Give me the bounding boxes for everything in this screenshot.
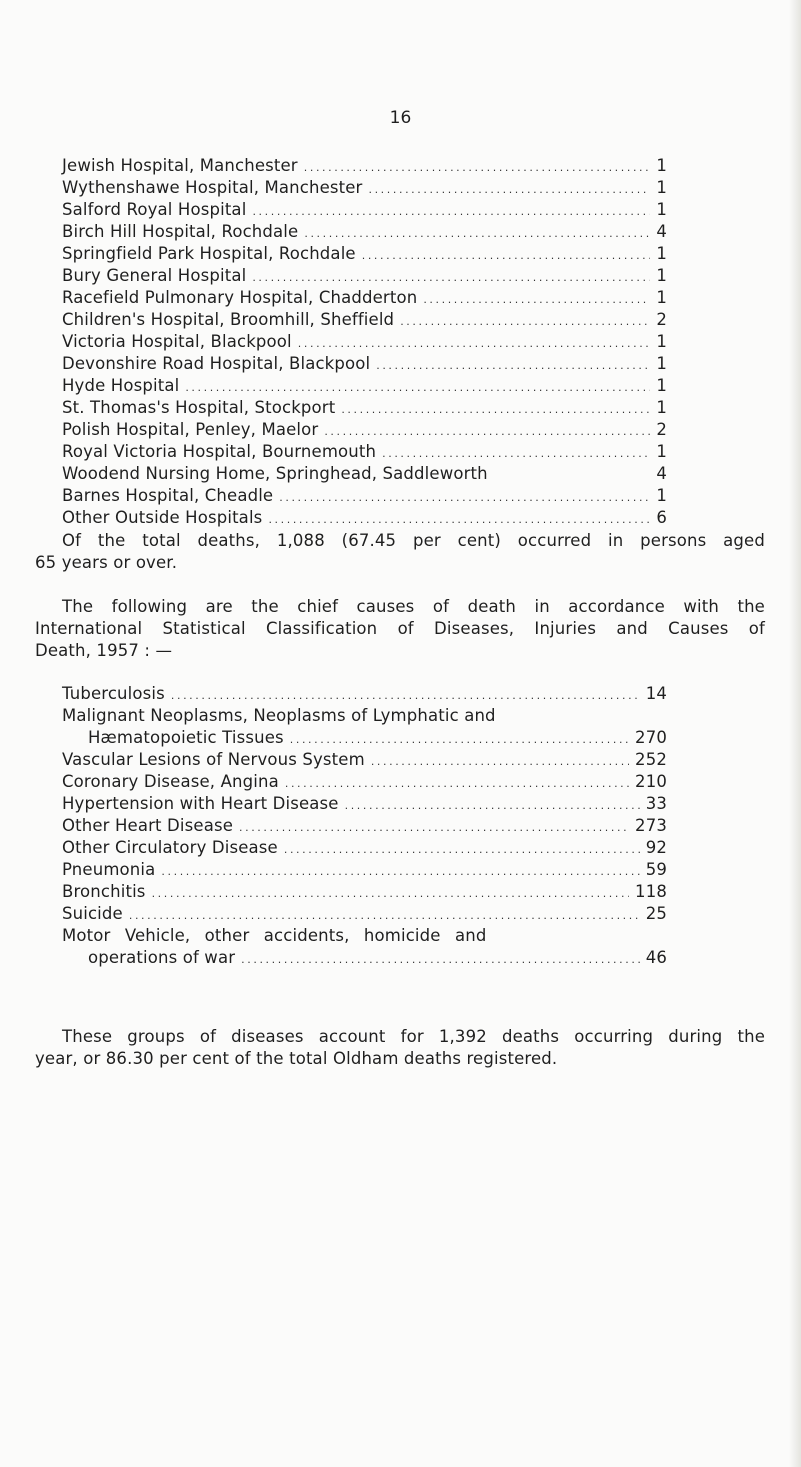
- leader-dots: [252, 271, 650, 284]
- hospital-name: Polish Hospital, Penley, Maelor: [62, 420, 319, 439]
- hospital-name: Victoria Hospital, Blackpool: [62, 332, 292, 351]
- death-count: 1: [656, 244, 667, 263]
- cause-label: Tuberculosis: [62, 684, 165, 703]
- cause-value: 252: [635, 750, 667, 769]
- death-count: 1: [656, 332, 667, 351]
- leader-dots: [345, 799, 640, 812]
- cause-label: Bronchitis: [62, 882, 146, 901]
- list-item: [62, 420, 667, 442]
- leader-dots: [241, 953, 640, 966]
- list-item: [62, 684, 667, 706]
- list-item: [62, 398, 667, 420]
- list-item: [62, 728, 667, 750]
- list-item: [62, 904, 667, 926]
- list-item: [62, 200, 667, 222]
- cause-label: Malignant Neoplasms, Neoplasms of Lymphatic and: [62, 706, 496, 725]
- cause-label: Coronary Disease, Angina: [62, 772, 279, 791]
- hospital-name: Birch Hill Hospital, Rochdale: [62, 222, 299, 241]
- list-item: [62, 948, 667, 970]
- death-count: 2: [656, 310, 667, 329]
- hospital-name: Woodend Nursing Home, Springhead, Saddleworth: [62, 464, 488, 483]
- list-item: [62, 816, 667, 838]
- leader-dots: [400, 315, 650, 328]
- hospital-name: Springfield Park Hospital, Rochdale: [62, 244, 356, 263]
- death-count: 1: [656, 178, 667, 197]
- causes-of-death-list: [62, 684, 667, 970]
- list-item: [62, 882, 667, 904]
- hospital-name: Hyde Hospital: [62, 376, 180, 395]
- list-item: [62, 156, 667, 178]
- cause-value: 270: [635, 728, 667, 747]
- cause-label: Suicide: [62, 904, 123, 923]
- leader-dots: [171, 689, 640, 702]
- paragraph-line: Death, 1957 : —: [35, 641, 173, 660]
- list-item: [62, 772, 667, 794]
- cause-label: operations of war: [88, 948, 236, 967]
- deaths-age-paragraph: [35, 530, 765, 574]
- hospital-deaths-list: [62, 156, 667, 530]
- leader-dots: [304, 227, 650, 240]
- list-item: [62, 464, 667, 486]
- death-count: 1: [656, 266, 667, 285]
- groups-summary-paragraph: [35, 1026, 765, 1070]
- cause-label: Hypertension with Heart Disease: [62, 794, 339, 813]
- list-item: [62, 266, 667, 288]
- hospital-name: Barnes Hospital, Cheadle: [62, 486, 274, 505]
- leader-dots: [129, 909, 640, 922]
- leader-dots: [371, 755, 629, 768]
- list-item: [62, 706, 667, 728]
- cause-value: 118: [635, 882, 667, 901]
- leader-dots: [341, 403, 650, 416]
- cause-value: 25: [645, 904, 667, 923]
- leader-dots: [268, 513, 650, 526]
- list-item: [62, 750, 667, 772]
- death-count: 1: [656, 486, 667, 505]
- paragraph-line: Of the total deaths, 1,088 (67.45 per cent) occurred in persons aged: [62, 531, 765, 550]
- death-count: 1: [656, 398, 667, 417]
- death-count: 4: [656, 222, 667, 241]
- cause-label: Other Heart Disease: [62, 816, 234, 835]
- cause-value: 273: [635, 816, 667, 835]
- leader-dots: [161, 865, 639, 878]
- list-item: [62, 442, 667, 464]
- cause-value: 92: [645, 838, 667, 857]
- list-item: [62, 376, 667, 398]
- leader-dots: [423, 293, 650, 306]
- death-count: 1: [656, 288, 667, 307]
- leader-dots: [382, 447, 650, 460]
- list-item: [62, 222, 667, 244]
- leader-dots: [285, 777, 629, 790]
- paragraph-line: These groups of diseases account for 1,392 deaths occurring during the: [62, 1027, 765, 1046]
- list-item: [62, 178, 667, 200]
- hospital-name: Children's Hospital, Broomhill, Sheffield: [62, 310, 395, 329]
- cause-label: Pneumonia: [62, 860, 156, 879]
- paragraph-line: International Statistical Classification of Diseases, Injuries and Causes of: [35, 619, 765, 638]
- leader-dots: [324, 425, 650, 438]
- paragraph-line: year, or 86.30 per cent of the total Oldham deaths registered.: [35, 1049, 558, 1068]
- list-item: [62, 486, 667, 508]
- list-item: [62, 332, 667, 354]
- list-item: [62, 838, 667, 860]
- cause-label: Motor Vehicle, other accidents, homicide and: [62, 926, 487, 945]
- hospital-name: Wythenshawe Hospital, Manchester: [62, 178, 363, 197]
- list-item: [62, 244, 667, 266]
- death-count: 1: [656, 376, 667, 395]
- cause-value: 33: [645, 794, 667, 813]
- death-count: 2: [656, 420, 667, 439]
- page-edge-shadow: [789, 0, 801, 1467]
- cause-label: Hæmatopoietic Tissues: [88, 728, 284, 747]
- paragraph-line: The following are the chief causes of death in accordance with the: [62, 597, 765, 616]
- hospital-name: Royal Victoria Hospital, Bournemouth: [62, 442, 377, 461]
- causes-intro-paragraph: [35, 596, 765, 662]
- hospital-name: Bury General Hospital: [62, 266, 247, 285]
- death-count: 1: [656, 354, 667, 373]
- hospital-name: St. Thomas's Hospital, Stockport: [62, 398, 336, 417]
- cause-label: Other Circulatory Disease: [62, 838, 278, 857]
- leader-dots: [376, 359, 650, 372]
- hospital-name: Salford Royal Hospital: [62, 200, 247, 219]
- cause-value: 46: [645, 948, 667, 967]
- leader-dots: [290, 733, 629, 746]
- hospital-name: Other Outside Hospitals: [62, 508, 263, 527]
- hospital-name: Devonshire Road Hospital, Blackpool: [62, 354, 371, 373]
- leader-dots: [298, 337, 651, 350]
- leader-dots: [362, 249, 651, 262]
- death-count: 1: [656, 442, 667, 461]
- hospital-name: Racefield Pulmonary Hospital, Chadderton: [62, 288, 418, 307]
- list-item: [62, 926, 667, 948]
- leader-dots: [368, 183, 650, 196]
- death-count: 4: [656, 464, 667, 483]
- death-count: 1: [656, 156, 667, 175]
- cause-value: 59: [645, 860, 667, 879]
- leader-dots: [304, 161, 651, 174]
- list-item: [62, 354, 667, 376]
- cause-label: Vascular Lesions of Nervous System: [62, 750, 365, 769]
- list-item: [62, 508, 667, 530]
- list-item: [62, 860, 667, 882]
- list-item: [62, 794, 667, 816]
- leader-dots: [279, 491, 650, 504]
- leader-dots: [185, 381, 650, 394]
- leader-dots: [239, 821, 629, 834]
- list-item: [62, 288, 667, 310]
- paragraph-line: 65 years or over.: [35, 553, 178, 572]
- list-item: [62, 310, 667, 332]
- leader-dots: [252, 205, 650, 218]
- leader-dots: [152, 887, 629, 900]
- death-count: 1: [656, 200, 667, 219]
- cause-value: 210: [635, 772, 667, 791]
- death-count: 6: [656, 508, 667, 527]
- leader-dots: [284, 843, 640, 856]
- cause-value: 14: [645, 684, 667, 703]
- hospital-name: Jewish Hospital, Manchester: [62, 156, 298, 175]
- page-number: 16: [389, 108, 412, 128]
